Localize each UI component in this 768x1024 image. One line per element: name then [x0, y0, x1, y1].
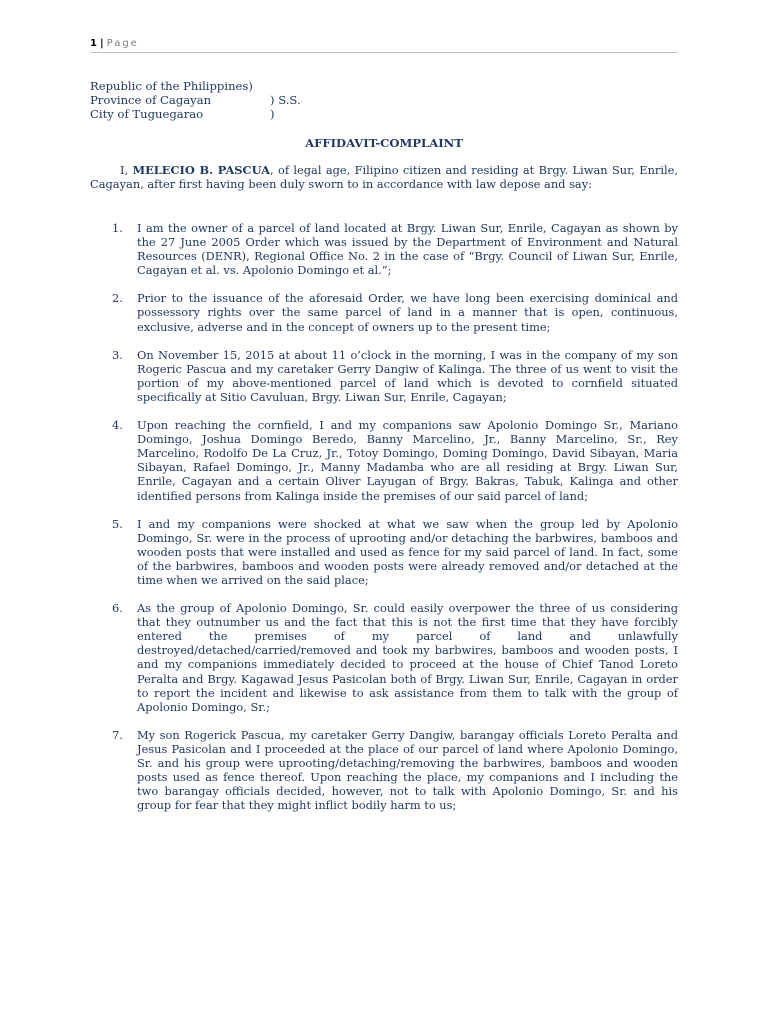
page-separator: |	[99, 38, 104, 49]
header-divider	[90, 52, 678, 53]
item-number: 4.	[112, 418, 123, 433]
item-text: On November 15, 2015 at about 11 o’clock in the morning, I was in the company of my son Rogeric Pascua and my caretaker Gerry Dangiw of Kalinga. The three of us went to visit the portion of my above-mentioned parcel of land which is devoted to cornfield situated specifically at Sitio Cavuluan, Brgy. Liwan Sur, Enrile, Cagayan;	[137, 347, 678, 404]
page-header	[90, 38, 678, 49]
intro-prefix: I,	[120, 163, 133, 177]
allegation-item	[90, 291, 678, 333]
item-number: 7.	[112, 727, 123, 742]
item-text: Upon reaching the cornfield, I and my companions saw Apolonio Domingo Sr., Mariano Domingo, Joshua Domingo Beredo, Banny Marcelino, Jr., Banny Marcelino, Sr., Rey Marcelino, Rodolfo De La Cruz, Jr., Totoy Domingo, Doming Domingo, David Sibayan, Maria Sibayan, Rafael Domingo, Jr., Manny Madamba who are all residing at Brgy. Liwan Sur, Enrile, Cagayan and a certain Oliver Layugan of Brgy. Bakras, Tabuk, Kalinga and other identified persons from Kalinga inside the premises of our said parcel of land;	[137, 418, 678, 503]
venue-ss: ) S.S.	[270, 93, 301, 107]
item-number: 2.	[112, 291, 123, 306]
item-number: 3.	[112, 347, 123, 362]
item-number: 1.	[112, 221, 123, 235]
intro-text: , of legal age, Filipino citizen and residing at Brgy. Liwan Sur, Enrile, Cagayan, after first having been duly sworn to in accordance with law depose and say:	[90, 163, 679, 191]
item-text: My son Rogerick Pascua, my caretaker Gerry Dangiw, barangay officials Loreto Peralta and Jesus Pasicolan and I proceeded at the place of our parcel of land where Apolonio Domingo, Sr. and his group were uprooting/detaching/removing the barbwires, bamboos and wooden posts used as fence thereof. Upon reaching the place, my companions and I including the two barangay officials decided, however, not to talk with Apolonio Domingo, Sr. and his group for fear that they might inflict bodily harm to us;	[137, 727, 678, 813]
numbered-allegations	[90, 221, 678, 826]
page-number: 1	[90, 38, 97, 49]
item-number: 6.	[112, 601, 123, 616]
allegation-item	[90, 418, 678, 503]
allegation-item	[90, 221, 678, 277]
item-text: As the group of Apolonio Domingo, Sr. could easily overpower the three of us considering that they outnumber us and the fact that this is not the first time that they have forcibly entered the premises of my parcel of land and unlawfully destroyed/detached/carried/removed and took my barbwires, bamboos and wooden posts, I and my companions immediately decided to proceed at the house of Chief Tanod Loreto Peralta and Brgy. Kagawad Jesus Pasicolan both of Brgy. Liwan Sur, Enrile, Cagayan in order to report the incident and likewise to ask assistance from them to talk with the group of Apolonio Domingo, Sr.;	[137, 601, 678, 714]
item-number: 5.	[112, 516, 123, 531]
item-text: I and my companions were shocked at what we saw when the group led by Apolonio Domingo, Sr. were in the process of uprooting and/or detaching the barbwires, bamboos and wooden posts that were installed and used as fence for my said parcel of land. In fact, some of the barbwires, bamboos and wooden posts were already removed and/or detached at the time when we arrived on the said place;	[137, 516, 678, 587]
allegation-item	[90, 601, 678, 714]
affiant-name: MELECIO B. PASCUA	[132, 163, 271, 177]
venue-paren: )	[270, 107, 275, 121]
item-text: Prior to the issuance of the aforesaid Order, we have long been exercising dominical and possessory rights over the same parcel of land in a manner that is open, continuous, exclusive, adverse and in the concept of owners up to the present time;	[137, 291, 678, 334]
document-title: AFFIDAVIT-COMPLAINT	[305, 136, 463, 150]
venue-city: City of Tuguegarao	[90, 107, 204, 121]
venue-republic: Republic of the Philippines)	[90, 79, 253, 93]
page-word: Page	[106, 38, 139, 49]
item-text: I am the owner of a parcel of land located at Brgy. Liwan Sur, Enrile, Cagayan as shown by the 27 June 2005 Order which was issued by the Department of Environment and Natural Resources (DENR), Regional Office No. 2 in the case of “Brgy. Council of Liwan Sur, Enrile, Cagayan et al. vs. Apolonio Domingo et al.”;	[137, 221, 678, 278]
allegation-item	[90, 517, 678, 587]
allegation-item	[90, 348, 678, 404]
intro-paragraph	[90, 163, 678, 191]
allegation-item	[90, 728, 678, 813]
venue-province: Province of Cagayan	[90, 93, 212, 107]
